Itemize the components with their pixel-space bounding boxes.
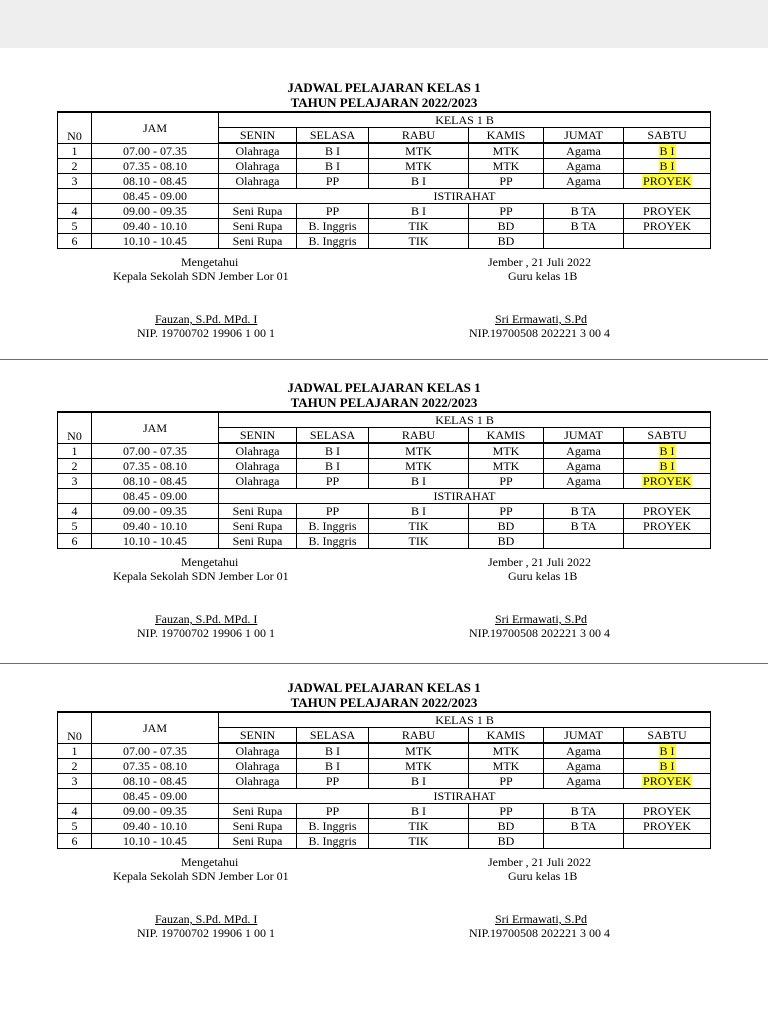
subject-cell: BD <box>469 219 544 234</box>
kelas-header: KELAS 1 B <box>219 412 711 428</box>
subject-cell <box>624 743 711 759</box>
time-cell: 07.35 - 08.10 <box>92 459 219 474</box>
subject-cell: B I <box>297 443 369 459</box>
page-divider <box>0 359 768 360</box>
time-cell: 08.10 - 08.45 <box>92 174 219 189</box>
highlighted-subject: B I <box>659 444 675 458</box>
mengetahui-label: Mengetahui <box>181 555 239 569</box>
guru-nip: NIP.19700508 202221 3 00 4 <box>469 626 611 640</box>
jam-header: JAM <box>92 112 219 143</box>
table-row <box>58 774 711 789</box>
subject-cell: TIK <box>369 819 469 834</box>
day-header: SABTU <box>624 728 711 744</box>
place-date: Jember , 21 Juli 2022 <box>488 255 591 269</box>
kepala-sekolah-name: Fauzan, S.Pd. MPd. I <box>155 312 258 326</box>
kepala-sekolah-nip: NIP. 19700702 19906 1 00 1 <box>137 926 276 940</box>
time-cell: 09.00 - 09.35 <box>92 804 219 819</box>
row-number-cell <box>58 189 92 204</box>
subject-cell <box>624 474 711 489</box>
guru-name: Sri Ermawati, S.Pd <box>495 912 587 926</box>
subject-cell: B TA <box>544 804 624 819</box>
row-number-cell: 1 <box>58 143 92 159</box>
subject-cell: PP <box>469 204 544 219</box>
day-header: SELASA <box>297 428 369 444</box>
table-row <box>58 519 711 534</box>
page-divider <box>0 663 768 664</box>
day-header: SELASA <box>297 128 369 144</box>
table-row <box>58 204 711 219</box>
guru-name: Sri Ermawati, S.Pd <box>495 612 587 626</box>
subject-cell: MTK <box>369 459 469 474</box>
guru-nip: NIP.19700508 202221 3 00 4 <box>469 926 611 940</box>
subject-cell: BD <box>469 834 544 849</box>
row-number-cell <box>58 789 92 804</box>
subject-cell: Agama <box>544 774 624 789</box>
row-number-cell: 6 <box>58 234 92 249</box>
time-cell: 07.35 - 08.10 <box>92 759 219 774</box>
break-cell: ISTIRAHAT <box>219 189 711 204</box>
subject-cell <box>624 774 711 789</box>
table-row <box>58 534 711 549</box>
subject-cell <box>624 834 711 849</box>
subject-cell: Agama <box>544 743 624 759</box>
kelas-header: KELAS 1 B <box>219 712 711 728</box>
subject-cell <box>624 234 711 249</box>
subject-cell: B. Inggris <box>297 534 369 549</box>
subject-cell <box>544 534 624 549</box>
row-number-cell <box>58 489 92 504</box>
row-number-cell: 4 <box>58 804 92 819</box>
subject-cell: B. Inggris <box>297 519 369 534</box>
table-row <box>58 474 711 489</box>
page-top-margin <box>0 0 768 48</box>
row-number-cell: 3 <box>58 774 92 789</box>
subject-cell: PP <box>297 474 369 489</box>
subject-cell: B I <box>369 774 469 789</box>
subject-cell <box>624 534 711 549</box>
no-header: N0 <box>58 712 92 743</box>
subject-cell: Olahraga <box>219 474 297 489</box>
subject-cell: B I <box>369 504 469 519</box>
schedule-title: JADWAL PELAJARAN KELAS 1 <box>287 380 481 395</box>
kepala-sekolah-title: Kepala Sekolah SDN Jember Lor 01 <box>113 569 289 583</box>
no-header: N0 <box>58 112 92 143</box>
no-header: N0 <box>58 412 92 443</box>
row-number-cell: 2 <box>58 759 92 774</box>
subject-cell: MTK <box>469 759 544 774</box>
day-header: RABU <box>369 128 469 144</box>
subject-cell: Seni Rupa <box>219 534 297 549</box>
school-year-title: TAHUN PELAJARAN 2022/2023 <box>290 695 478 710</box>
subject-cell <box>624 174 711 189</box>
subject-cell: PP <box>297 504 369 519</box>
mengetahui-label: Mengetahui <box>181 255 239 269</box>
break-cell: ISTIRAHAT <box>219 489 711 504</box>
schedule-table <box>57 711 711 849</box>
table-row <box>58 743 711 759</box>
subject-cell: PROYEK <box>624 819 711 834</box>
subject-cell <box>544 834 624 849</box>
kepala-sekolah-name: Fauzan, S.Pd. MPd. I <box>155 912 258 926</box>
subject-cell: Olahraga <box>219 774 297 789</box>
day-header: KAMIS <box>469 728 544 744</box>
day-header: SENIN <box>219 128 297 144</box>
subject-cell: MTK <box>469 743 544 759</box>
table-row <box>58 504 711 519</box>
row-number-cell: 5 <box>58 819 92 834</box>
subject-cell: Seni Rupa <box>219 834 297 849</box>
table-row <box>58 219 711 234</box>
day-header: SABTU <box>624 128 711 144</box>
time-cell: 08.10 - 08.45 <box>92 774 219 789</box>
subject-cell: B TA <box>544 204 624 219</box>
day-header: JUMAT <box>544 128 624 144</box>
highlighted-subject: B I <box>659 744 675 758</box>
subject-cell: PP <box>297 804 369 819</box>
subject-cell: Seni Rupa <box>219 804 297 819</box>
schedule-title: JADWAL PELAJARAN KELAS 1 <box>287 680 481 695</box>
table-row <box>58 459 711 474</box>
school-year-title: TAHUN PELAJARAN 2022/2023 <box>290 395 478 410</box>
day-header: SELASA <box>297 728 369 744</box>
day-header: RABU <box>369 428 469 444</box>
kepala-sekolah-title: Kepala Sekolah SDN Jember Lor 01 <box>113 269 289 283</box>
subject-cell: TIK <box>369 519 469 534</box>
place-date: Jember , 21 Juli 2022 <box>488 555 591 569</box>
subject-cell: MTK <box>469 443 544 459</box>
day-header: SENIN <box>219 428 297 444</box>
jam-header: JAM <box>92 412 219 443</box>
subject-cell <box>544 234 624 249</box>
schedule-table <box>57 411 711 549</box>
time-cell: 09.00 - 09.35 <box>92 204 219 219</box>
subject-cell: Agama <box>544 143 624 159</box>
subject-cell: PP <box>297 774 369 789</box>
row-number-cell: 1 <box>58 743 92 759</box>
table-row <box>58 759 711 774</box>
subject-cell: Olahraga <box>219 174 297 189</box>
schedule-section-3 <box>0 650 768 950</box>
subject-cell: Seni Rupa <box>219 219 297 234</box>
subject-cell: Seni Rupa <box>219 504 297 519</box>
row-number-cell: 3 <box>58 174 92 189</box>
time-cell: 08.10 - 08.45 <box>92 474 219 489</box>
subject-cell: PP <box>469 474 544 489</box>
highlighted-subject: B I <box>659 759 675 773</box>
subject-cell: Agama <box>544 759 624 774</box>
subject-cell: MTK <box>469 459 544 474</box>
subject-cell: PP <box>297 174 369 189</box>
highlighted-subject: PROYEK <box>643 474 692 488</box>
kepala-sekolah-name: Fauzan, S.Pd. MPd. I <box>155 612 258 626</box>
subject-cell: Agama <box>544 174 624 189</box>
row-number-cell: 1 <box>58 443 92 459</box>
table-row <box>58 174 711 189</box>
subject-cell: Seni Rupa <box>219 204 297 219</box>
subject-cell: MTK <box>469 159 544 174</box>
table-row <box>58 804 711 819</box>
guru-name: Sri Ermawati, S.Pd <box>495 312 587 326</box>
subject-cell: MTK <box>369 159 469 174</box>
subject-cell: B. Inggris <box>297 834 369 849</box>
subject-cell: MTK <box>369 443 469 459</box>
subject-cell: PROYEK <box>624 204 711 219</box>
row-number-cell: 6 <box>58 534 92 549</box>
time-cell: 07.35 - 08.10 <box>92 159 219 174</box>
schedule-section-1 <box>0 50 768 350</box>
subject-cell: PP <box>469 504 544 519</box>
jam-header: JAM <box>92 712 219 743</box>
subject-cell: B I <box>297 759 369 774</box>
schedule-section-2 <box>0 350 768 650</box>
subject-cell <box>624 159 711 174</box>
subject-cell: B I <box>369 804 469 819</box>
subject-cell: B TA <box>544 504 624 519</box>
subject-cell: BD <box>469 519 544 534</box>
row-number-cell: 3 <box>58 474 92 489</box>
highlighted-subject: PROYEK <box>643 174 692 188</box>
table-row <box>58 143 711 159</box>
subject-cell: B I <box>369 174 469 189</box>
table-row <box>58 443 711 459</box>
subject-cell: Olahraga <box>219 143 297 159</box>
highlighted-subject: B I <box>659 159 675 173</box>
row-number-cell: 5 <box>58 519 92 534</box>
subject-cell: Seni Rupa <box>219 234 297 249</box>
time-cell: 10.10 - 10.45 <box>92 534 219 549</box>
subject-cell: PROYEK <box>624 519 711 534</box>
highlighted-subject: B I <box>659 144 675 158</box>
subject-cell: PROYEK <box>624 804 711 819</box>
subject-cell: Agama <box>544 459 624 474</box>
mengetahui-label: Mengetahui <box>181 855 239 869</box>
subject-cell: B TA <box>544 819 624 834</box>
subject-cell: B. Inggris <box>297 234 369 249</box>
place-date: Jember , 21 Juli 2022 <box>488 855 591 869</box>
subject-cell <box>624 459 711 474</box>
subject-cell: Olahraga <box>219 743 297 759</box>
day-header: JUMAT <box>544 728 624 744</box>
subject-cell: Agama <box>544 474 624 489</box>
subject-cell <box>624 143 711 159</box>
subject-cell: B TA <box>544 219 624 234</box>
kepala-sekolah-title: Kepala Sekolah SDN Jember Lor 01 <box>113 869 289 883</box>
guru-title: Guru kelas 1B <box>508 569 578 583</box>
time-cell: 07.00 - 07.35 <box>92 743 219 759</box>
subject-cell: Olahraga <box>219 159 297 174</box>
row-number-cell: 2 <box>58 159 92 174</box>
break-cell: ISTIRAHAT <box>219 789 711 804</box>
day-header: RABU <box>369 728 469 744</box>
time-cell: 08.45 - 09.00 <box>92 789 219 804</box>
day-header: KAMIS <box>469 428 544 444</box>
subject-cell: TIK <box>369 219 469 234</box>
schedule-title: JADWAL PELAJARAN KELAS 1 <box>287 80 481 95</box>
subject-cell: Seni Rupa <box>219 519 297 534</box>
schedule-table <box>57 111 711 249</box>
row-number-cell: 6 <box>58 834 92 849</box>
subject-cell: B I <box>297 459 369 474</box>
subject-cell: TIK <box>369 234 469 249</box>
table-row <box>58 819 711 834</box>
subject-cell: B I <box>297 159 369 174</box>
row-number-cell: 5 <box>58 219 92 234</box>
table-row <box>58 189 711 204</box>
subject-cell: Olahraga <box>219 459 297 474</box>
time-cell: 10.10 - 10.45 <box>92 234 219 249</box>
time-cell: 08.45 - 09.00 <box>92 189 219 204</box>
kelas-header: KELAS 1 B <box>219 112 711 128</box>
subject-cell: PP <box>469 804 544 819</box>
kepala-sekolah-nip: NIP. 19700702 19906 1 00 1 <box>137 326 276 340</box>
table-row <box>58 489 711 504</box>
subject-cell: PP <box>469 774 544 789</box>
kepala-sekolah-nip: NIP. 19700702 19906 1 00 1 <box>137 626 276 640</box>
subject-cell: Olahraga <box>219 443 297 459</box>
subject-cell: TIK <box>369 834 469 849</box>
subject-cell: Olahraga <box>219 759 297 774</box>
time-cell: 09.40 - 10.10 <box>92 519 219 534</box>
subject-cell: PP <box>469 174 544 189</box>
subject-cell: B I <box>369 474 469 489</box>
subject-cell: PROYEK <box>624 219 711 234</box>
subject-cell: MTK <box>469 143 544 159</box>
subject-cell: MTK <box>369 743 469 759</box>
time-cell: 07.00 - 07.35 <box>92 443 219 459</box>
highlighted-subject: PROYEK <box>643 774 692 788</box>
day-header: KAMIS <box>469 128 544 144</box>
guru-nip: NIP.19700508 202221 3 00 4 <box>469 326 611 340</box>
subject-cell: B. Inggris <box>297 819 369 834</box>
school-year-title: TAHUN PELAJARAN 2022/2023 <box>290 95 478 110</box>
day-header: SENIN <box>219 728 297 744</box>
subject-cell <box>624 759 711 774</box>
subject-cell: B TA <box>544 519 624 534</box>
time-cell: 09.40 - 10.10 <box>92 819 219 834</box>
table-row <box>58 834 711 849</box>
subject-cell: B I <box>369 204 469 219</box>
subject-cell: BD <box>469 534 544 549</box>
day-header: SABTU <box>624 428 711 444</box>
subject-cell: B. Inggris <box>297 219 369 234</box>
time-cell: 08.45 - 09.00 <box>92 489 219 504</box>
subject-cell: BD <box>469 234 544 249</box>
subject-cell: BD <box>469 819 544 834</box>
time-cell: 10.10 - 10.45 <box>92 834 219 849</box>
subject-cell: MTK <box>369 143 469 159</box>
highlighted-subject: B I <box>659 459 675 473</box>
table-row <box>58 789 711 804</box>
subject-cell <box>624 443 711 459</box>
time-cell: 09.00 - 09.35 <box>92 504 219 519</box>
guru-title: Guru kelas 1B <box>508 869 578 883</box>
row-number-cell: 4 <box>58 504 92 519</box>
time-cell: 09.40 - 10.10 <box>92 219 219 234</box>
subject-cell: Agama <box>544 443 624 459</box>
subject-cell: B I <box>297 143 369 159</box>
subject-cell: Seni Rupa <box>219 819 297 834</box>
table-row <box>58 234 711 249</box>
row-number-cell: 4 <box>58 204 92 219</box>
subject-cell: B I <box>297 743 369 759</box>
row-number-cell: 2 <box>58 459 92 474</box>
subject-cell: Agama <box>544 159 624 174</box>
guru-title: Guru kelas 1B <box>508 269 578 283</box>
time-cell: 07.00 - 07.35 <box>92 143 219 159</box>
day-header: JUMAT <box>544 428 624 444</box>
subject-cell: PROYEK <box>624 504 711 519</box>
subject-cell: TIK <box>369 534 469 549</box>
subject-cell: MTK <box>369 759 469 774</box>
subject-cell: PP <box>297 204 369 219</box>
table-row <box>58 159 711 174</box>
